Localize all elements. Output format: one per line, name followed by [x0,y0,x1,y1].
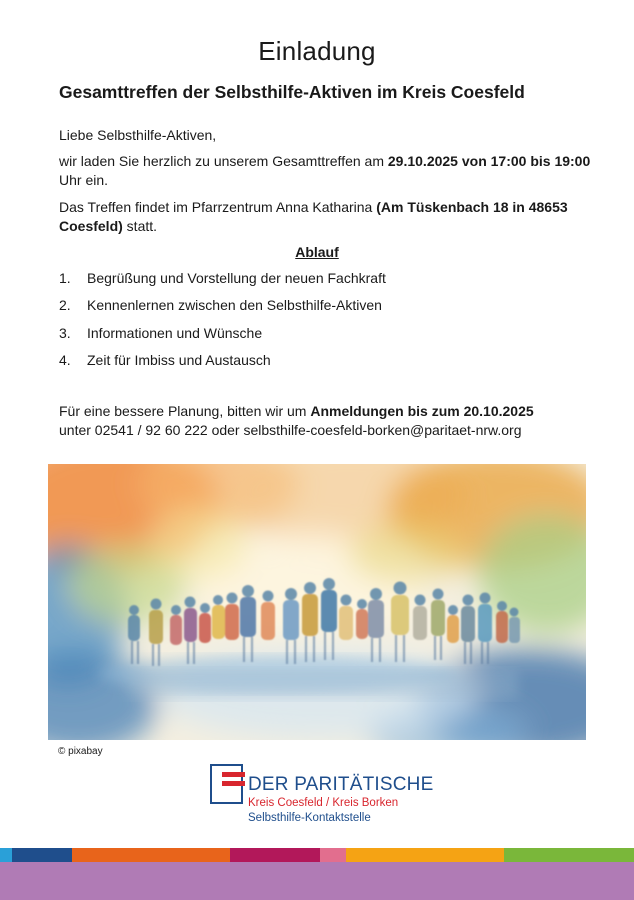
footer-band [0,862,634,900]
location-text-end: statt. [122,218,158,234]
watercolor-people-image [48,464,586,740]
registration-paragraph [59,402,599,440]
agenda-item-text: Zeit für Imbiss und Austausch [87,351,271,368]
logo-region: Kreis Coesfeld / Kreis Borken [248,797,399,809]
agenda-item-text: Begrüßung und Vorstellung der neuen Fachkraft [87,270,386,286]
invitation-text: wir laden Sie herzlich zu unserem Gesamttreffen am [59,153,388,169]
location-paragraph [59,198,599,236]
stripe-segment [346,848,504,862]
logo-subtitle: Selbsthilfe-Kontaktstelle [248,812,371,824]
registration-contact: unter 02541 / 92 60 222 oder selbsthilfe-coesfeld-borken@paritaet-nrw.org [59,422,522,438]
agenda-item-number: 3. [59,324,71,341]
invitation-paragraph [59,152,599,190]
event-address: (Am Tüskenbach 18 in 48653 Coesfeld) [59,199,568,234]
event-time: von 17:00 bis 19:00 [457,153,591,169]
watercolor-illustration [48,464,586,740]
event-subtitle: Gesamttreffen der Selbsthilfe-Aktiven im Kreis Coesfeld [59,82,525,102]
event-date: 29.10.2025 [387,153,458,169]
agenda-item-text: Informationen und Wünsche [87,324,263,341]
logo-bar-icon [222,781,245,786]
stripe-segment [0,848,12,862]
agenda-item-number: 4. [59,351,71,368]
color-stripe [0,848,634,862]
agenda-item-number: 1. [59,270,71,286]
invitation-text-end: Uhr ein. [59,172,109,188]
stripe-segment [72,848,230,862]
greeting: Liebe Selbsthilfe-Aktiven, [59,127,217,143]
logo-bar-icon [222,772,245,777]
page-title: Einladung [258,36,376,66]
agenda-item [59,350,599,377]
agenda-heading: Ablauf [295,244,339,260]
agenda-item-text: Kennenlernen zwischen den Selbsthilfe-Aktiven [87,297,382,314]
image-credit: © pixabay [58,746,103,757]
paritaetische-logo [210,764,440,826]
stripe-segment [230,848,320,862]
agenda-item-number: 2. [59,297,71,314]
stripe-segment [12,848,72,862]
location-text: Das Treffen findet im Pfarrzentrum Anna Katharina [59,199,377,215]
agenda-item [59,295,599,322]
stripe-segment [504,848,634,862]
registration-text: Für eine bessere Planung, bitten wir um [59,403,311,419]
agenda-list [59,268,599,377]
stripe-segment [320,848,346,862]
agenda-item [59,323,599,350]
registration-deadline: Anmeldungen bis zum 20.10.2025 [310,403,534,419]
agenda-item [59,268,599,295]
logo-name: DER PARITÄTISCHE [248,774,434,795]
